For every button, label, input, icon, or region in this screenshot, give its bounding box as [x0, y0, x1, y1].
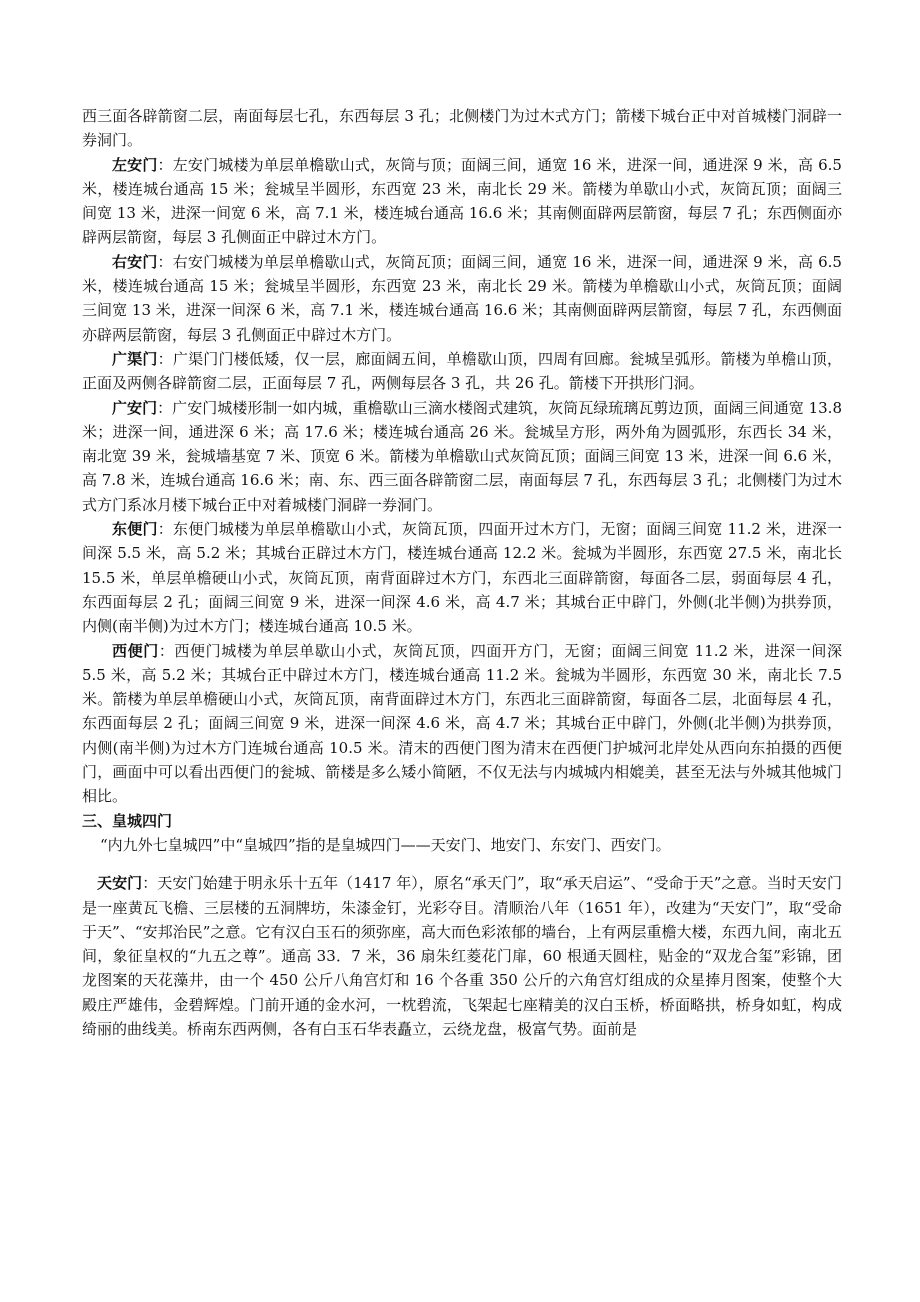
paragraph-guangqumen: [82, 347, 842, 396]
body-xibianmen: ：西便门城楼为单层单歇山小式，灰筒瓦顶，四面开方门，无窗；面阔三间宽 11.2 米，进深一间深 5.5 米，高 5.2 米；其城台正中辟过木方门，楼连城台通高 11.2 米。瓮城为半圆形，东西宽 30 米，南北长 7.5 米。箭楼为单层单檐硬山小式，灰筒瓦顶，南背面辟过木方门，东西北三面辟箭窗，每面各二层，北面每层 4 孔，东西面每层 2 孔；面阔三间宽 9 米，进深一间深 4.6 米，高 4.7 米；其城台正中辟门，外侧(北半侧)为拱券顶，内侧(南半侧)为过木方门连城台通高 10.5 米。清末的西便门图为清末在西便门护城河北岸处从西向东拍摄的西便门，画面中可以看出西便门的瓮城、箭楼是多么矮小简陋，不仅无法与内城城内相媲美，甚至无法与外城其他城门相比。: [82, 641, 842, 806]
body-tiananmen: ：天安门始建于明永乐十五年（1417 年），原名“承天门”，取“承天启运”、“受命于天”之意。当时天安门是一座黄瓦飞檐、三层楼的五洞牌坊，朱漆金钉，光彩夺目。清顺治八年（1651 年），改建为“天安门”，取“受命于天”、“安邦治民”之意。它有汉白玉石的须弥座，高大而色彩浓郁的墙台，上有两层重檐大楼，东西九间，南北五间，象征皇权的“九五之尊”。通高 33．7 米，36 扇朱红菱花门扉，60 根通天圆柱，贴金的“双龙合玺”彩锦，团龙图案的天花藻井，由一个 450 公斤八角宫灯和 16 个各重 350 公斤的六角宫灯组成的众星捧月图案，使整个大殿庄严雄伟，金碧辉煌。门前开通的金水河，一枕碧流，飞架起七座精美的汉白玉桥，桥面略拱，桥身如虹，构成绮丽的曲线美。桥南东西两侧，各有白玉石华表矗立，云绕龙盘，极富气势。面前是: [82, 874, 842, 1038]
term-guangqumen: 广渠门: [112, 349, 158, 368]
paragraph-continuation: 西三面各辟箭窗二层，南面每层七孔，东西每层 3 孔；北侧楼门为过木式方门；箭楼下城台正中对首城楼门洞辟一券洞门。: [82, 107, 842, 150]
term-youanmen: 右安门: [112, 252, 158, 271]
body-dongbianmen: ：东便门城楼为单层单檐歇山小式，灰筒瓦顶，四面开过木方门，无窗；面阔三间宽 11.2 米，进深一间深 5.5 米，高 5.2 米；其城台正辟过木方门，楼连城台通高 12.2 米。瓮城为半圆形，东西宽 27.5 米，南北长 15.5 米，单层单檐硬山小式，灰筒瓦顶，南背面辟过木方门，东西北三面辟箭窗，每面各二层，弱面每层 4 孔，东西面每层 2 孔；面阔三间宽 9 米，进深一间深 4.6 米，高 4.7 米；其城台正中辟门，外侧(北半侧)为拱券顶，内侧(南半侧)为过木方门；楼连城台通高 10.5 米。: [82, 520, 842, 636]
body-guanganmen: ：广安门城楼形制一如内城，重檐歇山三滴水楼阁式建筑，灰筒瓦绿琉璃瓦剪边顶，面阔三间通宽 13.8 米；进深一间，通进深 6 米；高 17.6 米；楼连城台通高 26 米。瓮城呈方形，两外角为圆弧形，东西长 34 米，南北宽 39 米，瓮城墙基宽 7 米、顶宽 6 米。箭楼为单檐歇山式灰筒瓦顶；面阔三间宽 13 米，进深一间 6.6 米，高 7.8 米，连城台通高 16.6 米；南、东、西三面各辟箭窗二层，南面每层 7 孔，东西每层 3 孔；北侧楼门为过木式方门系冰月楼下城台正中对着城楼门洞辟一券洞门。: [82, 398, 842, 514]
term-tiananmen: 天安门: [97, 874, 143, 893]
paragraph-zuoanmen: [82, 153, 842, 250]
paragraph-tiananmen: [82, 871, 842, 1041]
blank-line: [82, 857, 842, 871]
body-zuoanmen: ：左安门城楼为单层单檐歇山式，灰筒与顶；面阔三间，通宽 16 米，进深一间，通进深 9 米，高 6.5 米，楼连城台通高 15 米；瓮城呈半圆形，东西宽 23 米，南北长 29 米。箭楼为单歇山小式，灰筒瓦顶；面阔三间宽 13 米，进深一间宽 6 米，高 7.1 米，楼连城台通高 16.6 米；其南侧面辟两层箭窗，每层 7 孔；东西侧面亦辟两层箭窗，每层 3 孔侧面正中辟过木方门。: [82, 155, 842, 247]
document-page: [82, 104, 842, 1041]
paragraph-xibianmen: [82, 639, 842, 809]
paragraph-guanganmen: [82, 396, 842, 517]
paragraph-youanmen: [82, 250, 842, 347]
section-intro: “内九外七皇城四”中“皇城四”指的是皇城四门——天安门、地安门、东安门、西安门。: [100, 835, 671, 854]
body-guangqumen: ：广渠门门楼低矮，仅一层，廊面阔五间，单檐歇山顶，四周有回廊。瓮城呈弧形。箭楼为单檐山顶，正面及两侧各辟箭窗二层，正面每层 7 孔，两侧每层各 3 孔，共 26 孔。箭楼下开拱形门洞。: [82, 349, 842, 393]
section-heading: 三、皇城四门: [82, 811, 173, 830]
term-dongbianmen: 东便门: [112, 520, 158, 539]
paragraph-dongbianmen: [82, 517, 842, 638]
term-zuoanmen: 左安门: [112, 155, 158, 174]
term-xibianmen: 西便门: [112, 641, 159, 660]
term-guanganmen: 广安门: [112, 398, 158, 417]
body-youanmen: ：右安门城楼为单层单檐歇山式，灰筒瓦顶；面阔三间，通宽 16 米，进深一间，通进深 9 米，高 6.5 米，楼连城台通高 15 米；瓮城呈半圆形，东西宽 23 米，南北长 29 米。箭楼为单檐歇山小式，灰筒瓦顶；面阔三间宽 13 米，进深一间深 6 米，高 7.1 米，楼连城台通高 16.6 米；其南侧面辟两层箭窗，每层 7 孔，东西侧面亦辟两层箭窗，每层 3 孔侧面正中辟过木方门。: [82, 252, 842, 344]
